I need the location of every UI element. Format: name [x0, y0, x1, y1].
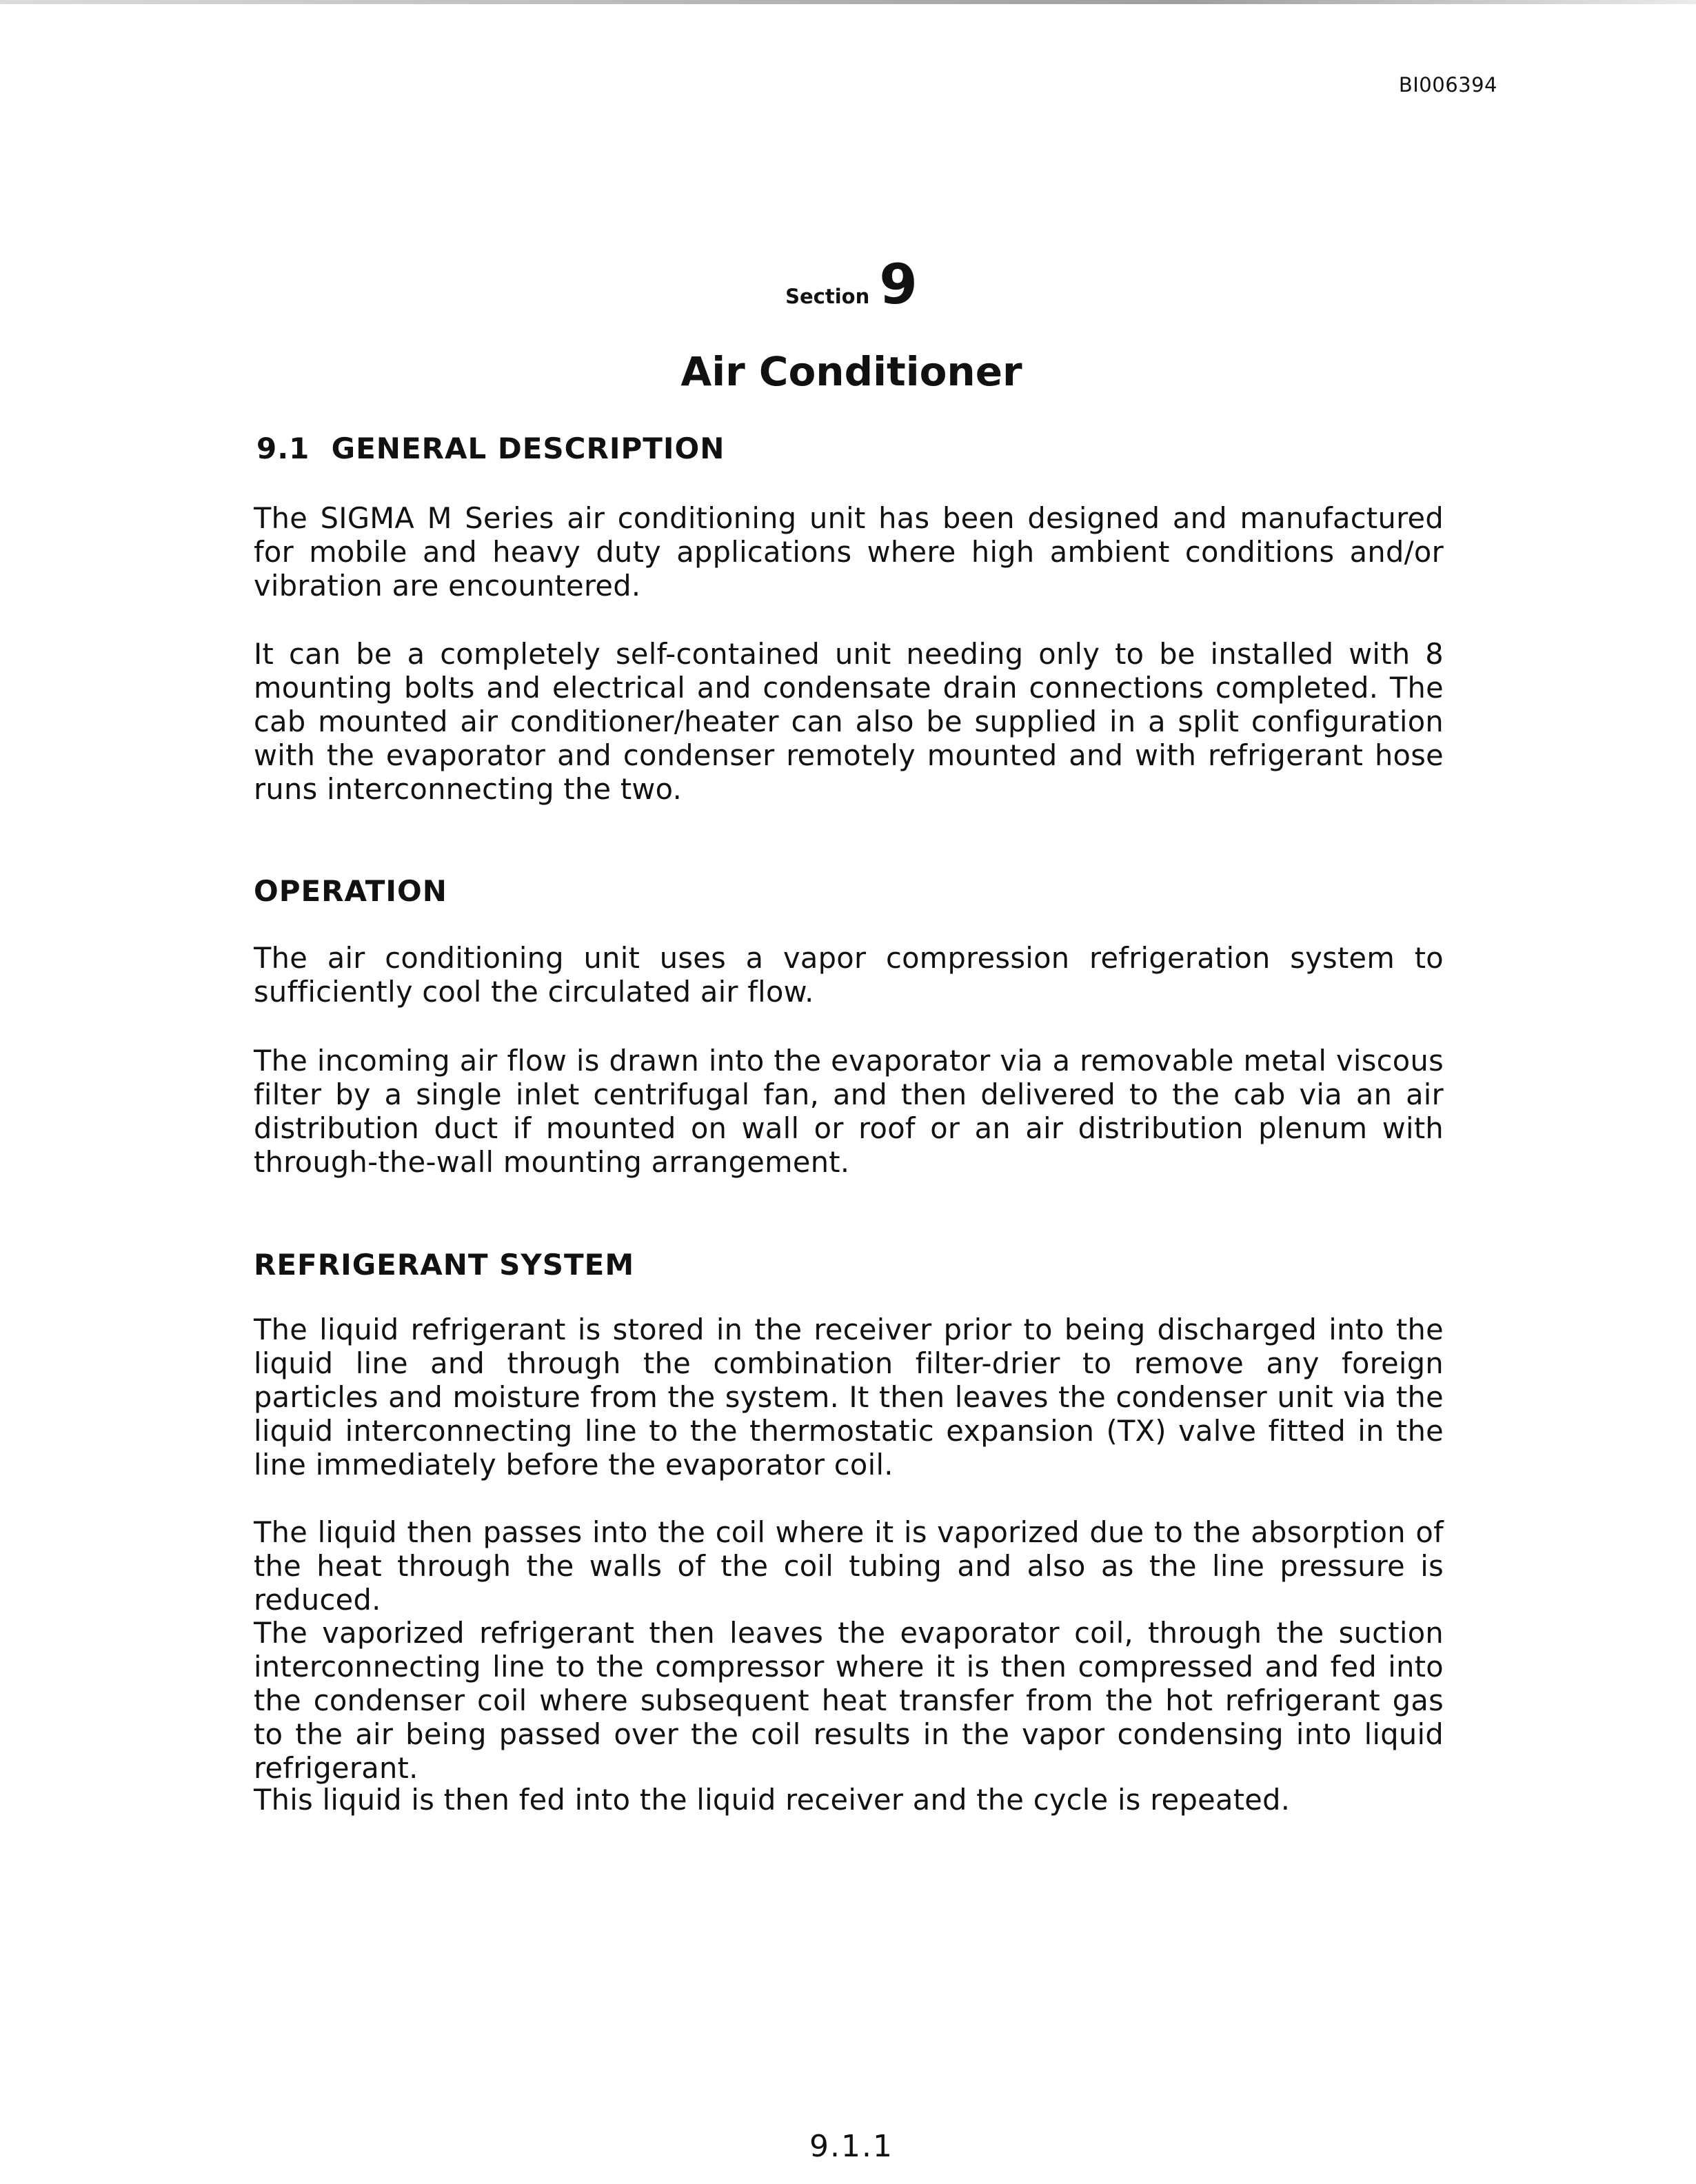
section-word: Section: [785, 285, 870, 308]
page-number: 9.1.1: [809, 2129, 894, 2164]
section-label: [0, 252, 1696, 316]
page-title: Air Conditioner: [680, 348, 1022, 395]
paragraph: The liquid refrigerant is stored in the receiver prior to being discharged into the liquid line and through the combination filter-drier to remove any foreign particles and moisture from the system. It then leaves the condenser unit via the liquid interconnecting line to the thermostatic expansion (TX) valve fitted in the line immediately before the evaporator coil.: [254, 1313, 1444, 1482]
paragraph: The vaporized refrigerant then leaves the evaporator coil, through the suction interconnecting line to the compressor where it is then compressed and fed into the condenser coil where subsequent heat transfer from the hot refrigerant gas to the air being passed over the coil results in the vapor condensing into liquid refrigerant.: [254, 1616, 1444, 1785]
scan-edge-rule: [0, 0, 1696, 4]
paragraph: The liquid then passes into the coil where it is vaporized due to the absorption of the heat through the walls of the coil tubing and also as the line pressure is reduced.: [254, 1515, 1444, 1617]
heading-operation: OPERATION: [254, 874, 447, 908]
paragraph: The air conditioning unit uses a vapor compression refrigeration system to sufficiently cool the circulated air flow.: [254, 941, 1444, 1009]
heading-general-description: 9.1 GENERAL DESCRIPTION: [256, 432, 725, 465]
paragraph: The incoming air flow is drawn into the evaporator via a removable metal viscous filter by a single inlet centrifugal fan, and then delivered to the cab via an air distribution duct if mounted on wall or roof or an air distribution plenum with through-the-wall mounting arrangement.: [254, 1044, 1444, 1179]
paragraph: It can be a completely self-contained unit needing only to be installed with 8 mounting bolts and electrical and condensate drain connections completed. The cab mounted air conditioner/heater can also be supplied in a split configuration with the evaporator and condenser remotely mounted and with refrigerant hose runs interconnecting the two.: [254, 637, 1444, 806]
paragraph: This liquid is then fed into the liquid receiver and the cycle is repeated.: [254, 1783, 1291, 1817]
heading-refrigerant-system: REFRIGERANT SYSTEM: [254, 1248, 635, 1282]
document-id: BI006394: [1398, 73, 1497, 97]
section-number: 9: [879, 252, 918, 316]
paragraph: The SIGMA M Series air conditioning unit has been designed and manufactured for mobile and heavy duty applications where high ambient conditions and/or vibration are encountered.: [254, 501, 1444, 603]
